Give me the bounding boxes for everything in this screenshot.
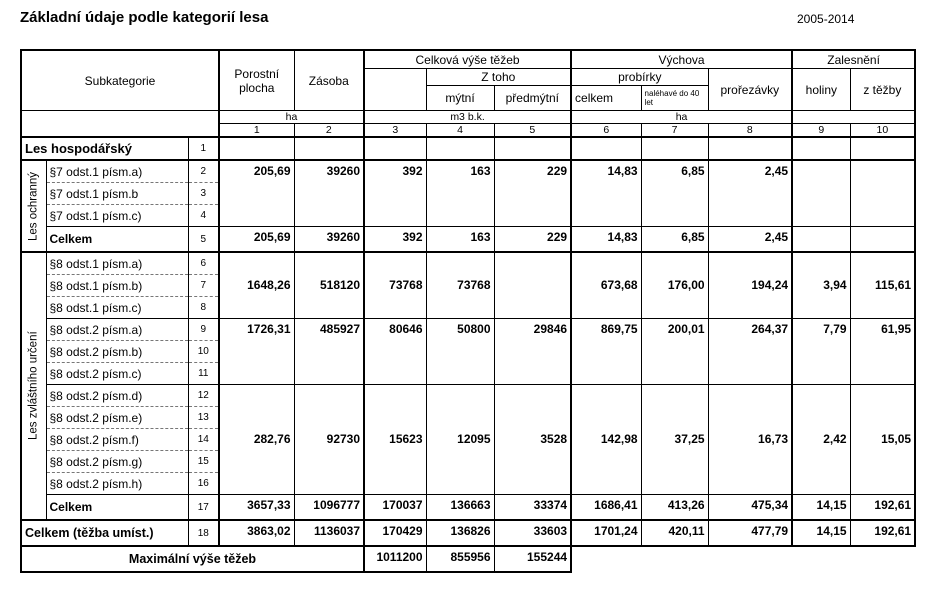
value-celkova-tezba: 392 (364, 227, 426, 253)
value-prorezavky: 2,45 (708, 160, 792, 227)
value-nalehave: 37,25 (641, 385, 708, 495)
row-number: 15 (188, 451, 219, 473)
row-label: §8 odst.2 písm.a) (46, 319, 188, 341)
value-nalehave: 6,85 (641, 160, 708, 227)
value-porostni-plocha: 1648,26 (219, 252, 294, 319)
value-mytni: 136663 (426, 495, 494, 521)
value-holiny: 14,15 (792, 495, 850, 521)
unit-zalesneni (792, 111, 915, 124)
row-label: §8 odst.1 písm.b) (46, 275, 188, 297)
value-holiny: 7,79 (792, 319, 850, 385)
value-mytni: 136826 (426, 520, 494, 546)
row-label: §8 odst.2 písm.d) (46, 385, 188, 407)
value-zasoba: 485927 (294, 319, 364, 385)
value-porostni-plocha: 205,69 (219, 160, 294, 227)
row-number: 6 (188, 252, 219, 275)
header-nalehave: naléhavé do 40 let (641, 86, 708, 111)
value-porostni-plocha: 1726,31 (219, 319, 294, 385)
value-predmytni (494, 252, 571, 319)
value-porostni-plocha: 3863,02 (219, 520, 294, 546)
value-z-tezby: 15,05 (850, 385, 915, 495)
row-label: §8 odst.2 písm.c) (46, 363, 188, 385)
row-number: 11 (188, 363, 219, 385)
value-z-tezby: 192,61 (850, 495, 915, 521)
value-celkova-tezba: 170037 (364, 495, 426, 521)
value-holiny: 14,15 (792, 520, 850, 546)
header-holiny: holiny (792, 69, 850, 111)
value-zasoba: 1096777 (294, 495, 364, 521)
value-prorezavky: 16,73 (708, 385, 792, 495)
row-number: 3 (188, 183, 219, 205)
value-zasoba: 1136037 (294, 520, 364, 546)
header-porostni-plocha: Porostní plocha (219, 50, 294, 111)
value-predmytni: 229 (494, 227, 571, 253)
header-celkova-vyse-tezeb: Celková výše těžeb (364, 50, 571, 69)
value-z-tezby (850, 160, 915, 227)
value-prorezavky: 477,79 (708, 520, 792, 546)
group-les-ochranny: Les ochranný (21, 160, 46, 252)
row-label: §8 odst.2 písm.f) (46, 429, 188, 451)
row-number: 10 (188, 341, 219, 363)
value-porostni-plocha: 282,76 (219, 385, 294, 495)
value-prorezavky: 194,24 (708, 252, 792, 319)
col-number: 10 (850, 124, 915, 138)
row-number: 2 (188, 160, 219, 183)
value-nalehave: 6,85 (641, 227, 708, 253)
col-number: 2 (294, 124, 364, 138)
row-number: 14 (188, 429, 219, 451)
col-number: 5 (494, 124, 571, 138)
value-celkova-tezba: 73768 (364, 252, 426, 319)
header-celkem: celkem (571, 86, 641, 111)
value-mytni: 163 (426, 160, 494, 227)
row-number: 8 (188, 297, 219, 319)
row-label: §7 odst.1 písm.b (46, 183, 188, 205)
value-max-predmytni: 155244 (494, 546, 571, 572)
header-prorezavky: prořezávky (708, 69, 792, 111)
value-holiny (792, 160, 850, 227)
value-probirky-celkem: 142,98 (571, 385, 641, 495)
row-number: 5 (188, 227, 219, 253)
value-prorezavky: 2,45 (708, 227, 792, 253)
header-probirky: probírky (571, 69, 708, 86)
header-vychova: Výchova (571, 50, 792, 69)
value-predmytni: 29846 (494, 319, 571, 385)
row-number: 1 (188, 137, 219, 160)
value-probirky-celkem: 14,83 (571, 227, 641, 253)
value-prorezavky: 264,37 (708, 319, 792, 385)
value-max-mytni: 855956 (426, 546, 494, 572)
value-holiny: 2,42 (792, 385, 850, 495)
row-label: Les hospodářský (21, 137, 188, 160)
row-label-max: Maximální výše těžeb (21, 546, 364, 572)
header-predmytni: předmýtní (494, 86, 571, 111)
col-number: 1 (219, 124, 294, 138)
row-label: §7 odst.1 písm.c) (46, 205, 188, 227)
value-nalehave: 420,11 (641, 520, 708, 546)
row-label: Celkem (těžba umíst.) (21, 520, 188, 546)
value-zasoba: 518120 (294, 252, 364, 319)
value-celkova-tezba: 15623 (364, 385, 426, 495)
period-label: 2005-2014 (797, 12, 855, 26)
header-z-toho: Z toho (426, 69, 571, 86)
value-mytni: 50800 (426, 319, 494, 385)
value-probirky-celkem: 673,68 (571, 252, 641, 319)
group-les-zvlastniho-urceni: Les zvláštního určení (21, 252, 46, 520)
value-predmytni: 33374 (494, 495, 571, 521)
value-probirky-celkem: 869,75 (571, 319, 641, 385)
value-porostni-plocha: 205,69 (219, 227, 294, 253)
row-label: §7 odst.1 písm.a) (46, 160, 188, 183)
value-prorezavky: 475,34 (708, 495, 792, 521)
value-porostni-plocha: 3657,33 (219, 495, 294, 521)
row-label: §8 odst.2 písm.b) (46, 341, 188, 363)
col-number: 6 (571, 124, 641, 138)
value-celkova-tezba: 392 (364, 160, 426, 227)
row-label: §8 odst.2 písm.h) (46, 473, 188, 495)
col-number: 8 (708, 124, 792, 138)
row-label: §8 odst.2 písm.g) (46, 451, 188, 473)
page-title: Základní údaje podle kategorií lesa (20, 9, 269, 26)
header-mytni: mýtní (426, 86, 494, 111)
row-label: §8 odst.2 písm.e) (46, 407, 188, 429)
row-number: 12 (188, 385, 219, 407)
value-holiny (792, 227, 850, 253)
row-label: Celkem (46, 227, 188, 253)
col-number: 7 (641, 124, 708, 138)
row-number: 16 (188, 473, 219, 495)
row-label: §8 odst.1 písm.c) (46, 297, 188, 319)
header-zasoba: Zásoba (294, 50, 364, 111)
value-celkova-tezba: 80646 (364, 319, 426, 385)
value-celkova-tezba: 170429 (364, 520, 426, 546)
value-holiny: 3,94 (792, 252, 850, 319)
value-mytni: 163 (426, 227, 494, 253)
row-label: §8 odst.1 písm.a) (46, 252, 188, 275)
value-mytni: 12095 (426, 385, 494, 495)
value-z-tezby: 61,95 (850, 319, 915, 385)
header-z-tezby: z těžby (850, 69, 915, 111)
category-table (20, 49, 916, 573)
value-nalehave: 413,26 (641, 495, 708, 521)
value-nalehave: 176,00 (641, 252, 708, 319)
value-probirky-celkem: 14,83 (571, 160, 641, 227)
unit-ha-vychova: ha (571, 111, 792, 124)
row-number: 18 (188, 520, 219, 546)
row-number: 7 (188, 275, 219, 297)
row-number: 17 (188, 495, 219, 521)
value-zasoba: 39260 (294, 227, 364, 253)
value-zasoba: 92730 (294, 385, 364, 495)
col-number: 4 (426, 124, 494, 138)
value-nalehave: 200,01 (641, 319, 708, 385)
value-predmytni: 3528 (494, 385, 571, 495)
value-probirky-celkem: 1701,24 (571, 520, 641, 546)
value-predmytni: 229 (494, 160, 571, 227)
value-max-celkova: 1011200 (364, 546, 426, 572)
header-subkategorie: Subkategorie (21, 50, 219, 111)
value-z-tezby (850, 227, 915, 253)
value-z-tezby: 192,61 (850, 520, 915, 546)
unit-ha: ha (219, 111, 364, 124)
header-zalesneni: Zalesnění (792, 50, 915, 69)
value-predmytni: 33603 (494, 520, 571, 546)
row-label: Celkem (46, 495, 188, 521)
value-zasoba: 39260 (294, 160, 364, 227)
unit-m3: m3 b.k. (364, 111, 571, 124)
value-probirky-celkem: 1686,41 (571, 495, 641, 521)
col-number: 9 (792, 124, 850, 138)
row-number: 13 (188, 407, 219, 429)
value-z-tezby: 115,61 (850, 252, 915, 319)
value-mytni: 73768 (426, 252, 494, 319)
col-number: 3 (364, 124, 426, 138)
row-number: 9 (188, 319, 219, 341)
row-number: 4 (188, 205, 219, 227)
